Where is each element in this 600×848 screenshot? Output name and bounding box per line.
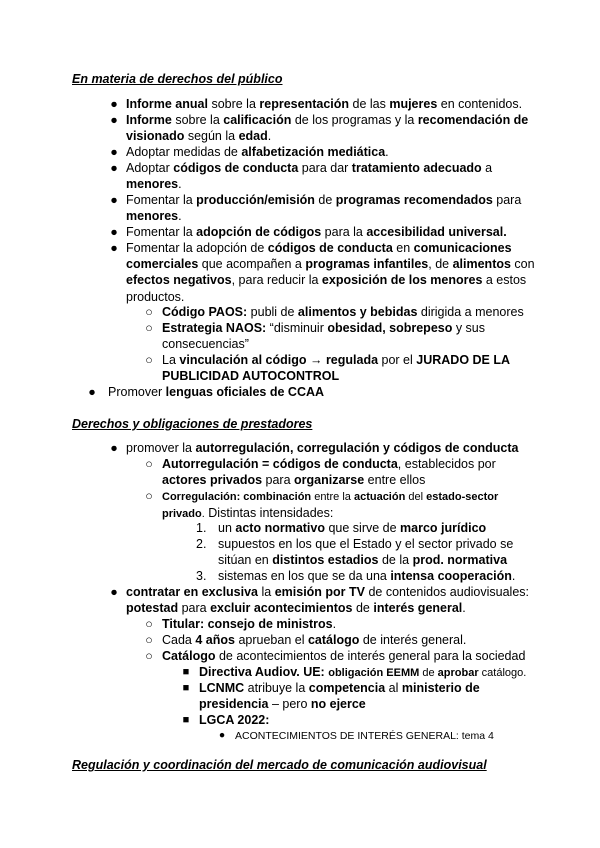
circle-bullet-icon: ○	[145, 489, 153, 503]
list-item-text: Informe sobre la calificación de los programas y la recomendación de visionado según la edad.	[126, 113, 529, 144]
list-item-text: Adoptar códigos de conducta para dar tratamiento adecuado a menores.	[126, 161, 493, 192]
deep-list-item-text: ACONTECIMIENTOS DE INTERÉS GENERAL: tema 4	[235, 730, 494, 742]
sub-list-item-text: Titular: consejo de ministros.	[162, 617, 337, 631]
circle-bullet-icon: ○	[145, 617, 153, 631]
section-title-derechos-publico: En materia de derechos del público	[72, 72, 283, 86]
square-list-item-text: Directiva Audiov. UE: obligación EEMM de aprobar catálogo.	[199, 665, 527, 679]
list-item-text: promover la autorregulación, corregulación y códigos de conducta	[126, 441, 519, 455]
circle-bullet-icon: ○	[145, 305, 153, 319]
numbered-item-text: sistemas en los que se da una intensa cooperación.	[218, 569, 516, 583]
square-bullet-icon: ■	[182, 666, 190, 678]
bullet-icon: ●	[110, 585, 118, 599]
list-item-text: Fomentar la producción/emisión de programas recomendados para menores.	[126, 193, 522, 224]
sub-list-item-text: Cada 4 años aprueban el catálogo de interés general.	[162, 633, 467, 647]
square-list-item-text: LGCA 2022:	[199, 713, 270, 727]
square-bullet-icon: ■	[182, 682, 190, 694]
number-marker: 1.	[196, 521, 207, 535]
number-marker: 2.	[196, 537, 207, 551]
numbered-item	[196, 520, 206, 536]
numbered-item-text: un acto normativo que sirve de marco jurídico	[218, 521, 487, 535]
bullet-icon: ●	[110, 97, 118, 111]
circle-bullet-icon: ○	[145, 321, 153, 335]
sub-list-item-text: Corregulación: combinación entre la actuación del estado-sector privado. Distintas intensidades:	[162, 491, 499, 521]
sub-list-item-text: Código PAOS: publi de alimentos y bebidas dirigida a menores	[162, 305, 524, 319]
sub-list-item-text: Catálogo de acontecimientos de interés general para la sociedad	[162, 649, 526, 663]
numbered-item	[196, 536, 206, 552]
list-item-text: contratar en exclusiva la emisión por TV de contenidos audiovisuales: potestad para excluir acontecimientos de interés general.	[126, 585, 530, 616]
list-item-text: Fomentar la adopción de códigos para la accesibilidad universal.	[126, 225, 507, 239]
list-item-text: Fomentar la adopción de códigos de conducta en comunicaciones comerciales que acompañen a programas infantiles, de alimentos con efectos negativos, para reducir la exposición de los menores a estos productos.	[126, 241, 535, 304]
list-item-text: Informe anual sobre la representación de las mujeres en contenidos.	[126, 97, 523, 111]
bullet-icon: ●	[88, 385, 96, 399]
sub-list-item-text: La vinculación al código → regulada por el JURADO DE LA PUBLICIDAD AUTOCONTROL	[162, 353, 511, 384]
bullet-icon: ●	[218, 729, 226, 741]
section-title-regulacion: Regulación y coordinación del mercado de comunicación audiovisual	[72, 758, 487, 772]
circle-bullet-icon: ○	[145, 649, 153, 663]
section-title-prestadores: Derechos y obligaciones de prestadores	[72, 417, 313, 431]
number-marker: 3.	[196, 569, 207, 583]
numbered-item	[196, 568, 206, 584]
numbered-item-text: supuestos en los que el Estado y el sector privado se sitúan en distintos estadios de la prod. normativa	[218, 537, 514, 568]
square-list-item-text: LCNMC atribuye la competencia al ministerio de presidencia – pero no ejerce	[199, 681, 480, 712]
bullet-icon: ●	[110, 113, 118, 127]
bullet-icon: ●	[110, 145, 118, 159]
bullet-icon: ●	[110, 441, 118, 455]
list-item-text: Adoptar medidas de alfabetización mediática.	[126, 145, 389, 159]
list-item-text: Promover lenguas oficiales de CCAA	[108, 385, 325, 399]
bullet-icon: ●	[110, 161, 118, 175]
sub-list-item-text: Estrategia NAOS: “disminuir obesidad, sobrepeso y sus consecuencias”	[162, 321, 486, 352]
circle-bullet-icon: ○	[145, 457, 153, 471]
bullet-icon: ●	[110, 241, 118, 255]
sub-list-item-text: Autorregulación = códigos de conducta, establecidos por actores privados para organizarse entre ellos	[162, 457, 496, 488]
square-bullet-icon: ■	[182, 714, 190, 726]
bullet-icon: ●	[110, 193, 118, 207]
circle-bullet-icon: ○	[145, 633, 153, 647]
circle-bullet-icon: ○	[145, 353, 153, 367]
bullet-icon: ●	[110, 225, 118, 239]
